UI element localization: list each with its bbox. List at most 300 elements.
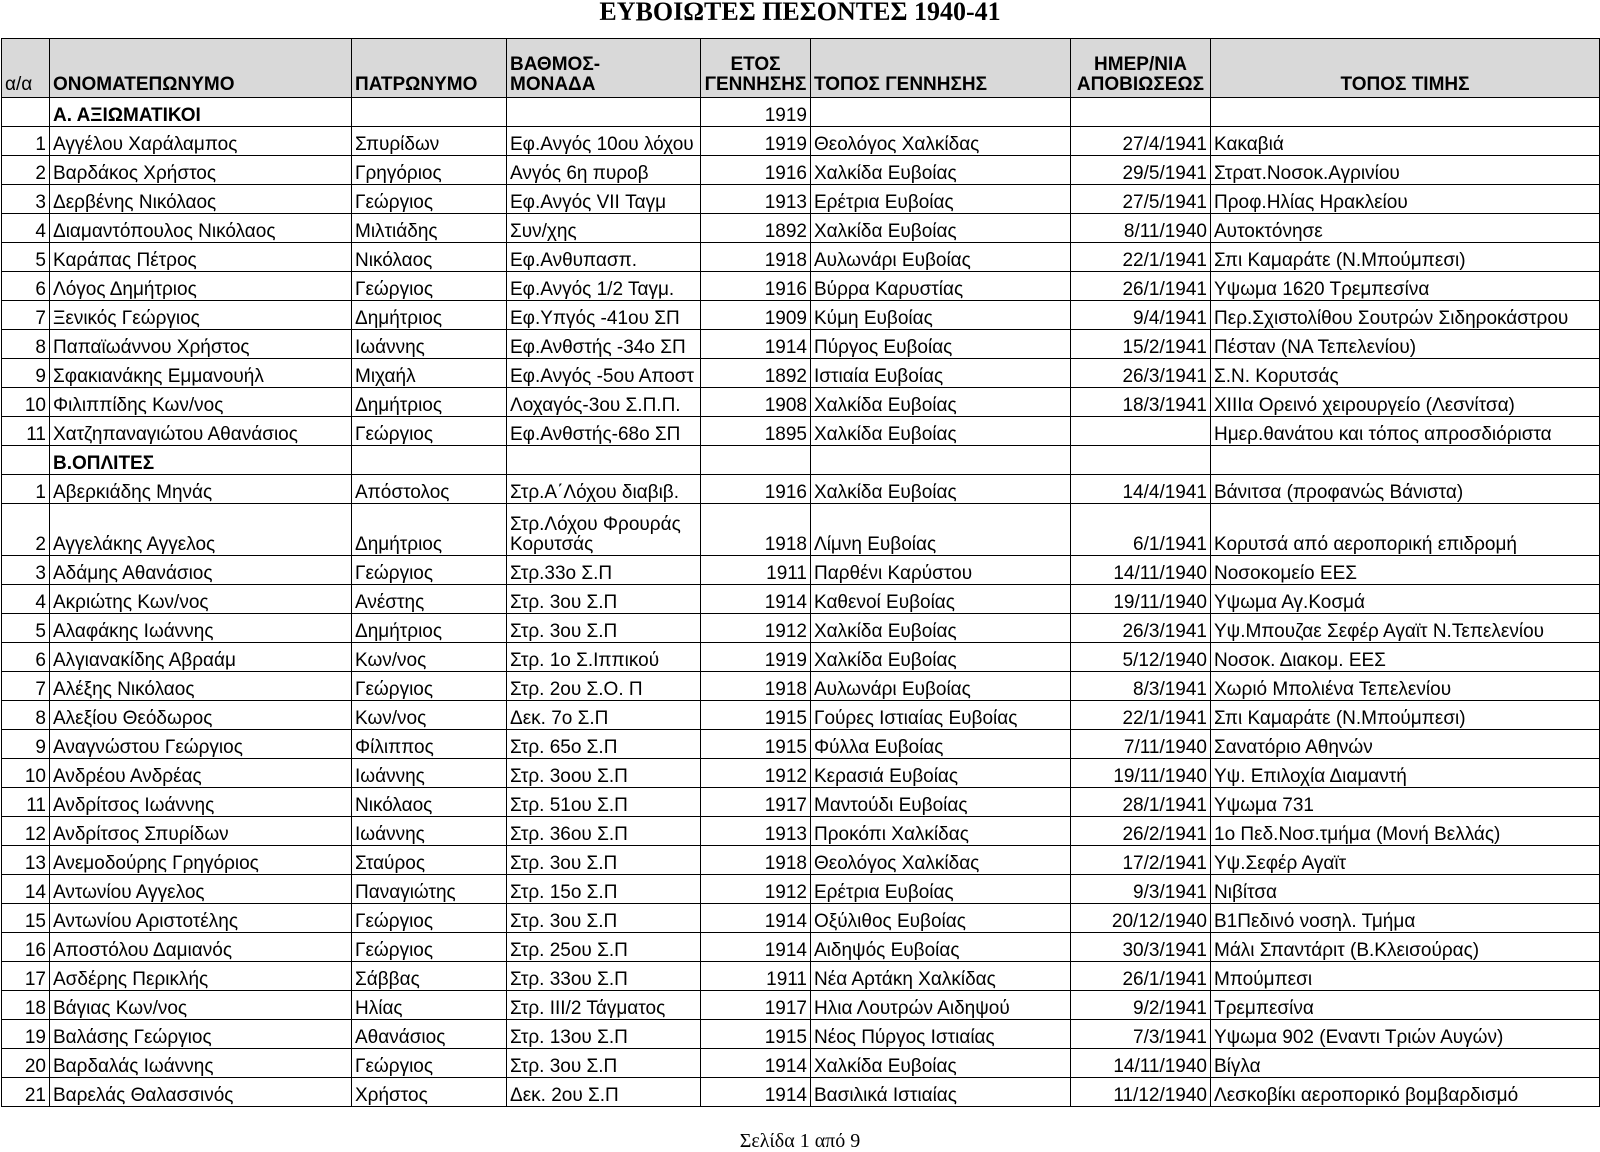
rank-unit-cell: Στρ. 3ου Σ.Π xyxy=(507,846,701,875)
table-row xyxy=(2,730,1600,759)
birthplace-cell: Ιστιαία Ευβοίας xyxy=(811,359,1071,388)
row-number: 10 xyxy=(2,388,50,417)
birthplace-cell: Χαλκίδα Ευβοίας xyxy=(811,156,1071,185)
section-header-soldiers xyxy=(2,446,1600,475)
full-name-cell: Αδάμης Αθανάσιος xyxy=(50,556,352,585)
section-label-soldiers: Β.ΟΠΛΙΤΕΣ xyxy=(50,446,352,475)
death-date-cell: 8/11/1940 xyxy=(1071,214,1211,243)
document-title: ΕΥΒΟΙΩΤΕΣ ΠΕΣΟΝΤΕΣ 1940-41 xyxy=(599,0,1001,26)
death-date-cell: 14/11/1940 xyxy=(1071,556,1211,585)
full-name-cell: Χατζηπαναγιώτου Αθανάσιος xyxy=(50,417,352,446)
section-spacer xyxy=(1211,446,1600,475)
table-row xyxy=(2,875,1600,904)
honor-place-cell: Πέσταν (ΝΑ Τεπελενίου) xyxy=(1211,330,1600,359)
header-row xyxy=(2,39,1600,98)
table-row xyxy=(2,156,1600,185)
row-number: 11 xyxy=(2,788,50,817)
honor-place-cell: Κορυτσά από αεροπορική επιδρομή xyxy=(1211,504,1600,556)
birthplace-cell: Φύλλα Ευβοίας xyxy=(811,730,1071,759)
honor-place-cell: Σ.Ν. Κορυτσάς xyxy=(1211,359,1600,388)
row-number: 2 xyxy=(2,156,50,185)
row-number: 1 xyxy=(2,475,50,504)
row-number: 6 xyxy=(2,272,50,301)
row-number: 11 xyxy=(2,417,50,446)
birth-year-cell: 1918 xyxy=(701,846,811,875)
row-number: 20 xyxy=(2,1049,50,1078)
row-number: 5 xyxy=(2,614,50,643)
patronymic-cell: Φίλιππος xyxy=(352,730,507,759)
birthplace-cell: Χαλκίδα Ευβοίας xyxy=(811,417,1071,446)
birthplace-cell: Θεολόγος Χαλκίδας xyxy=(811,127,1071,156)
death-date-cell: 5/12/1940 xyxy=(1071,643,1211,672)
patronymic-cell: Ιωάννης xyxy=(352,330,507,359)
rank-unit-cell: Στρ.Λόχου Φρουράς Κορυτσάς xyxy=(507,504,701,556)
rank-unit-cell: Εφ.Ανγός 1/2 Ταγμ. xyxy=(507,272,701,301)
honor-place-cell: Ημερ.θανάτου και τόπος απροσδιόριστα xyxy=(1211,417,1600,446)
section-spacer xyxy=(507,98,701,127)
death-date-cell: 7/11/1940 xyxy=(1071,730,1211,759)
patronymic-cell: Γεώργιος xyxy=(352,185,507,214)
death-date-cell: 30/3/1941 xyxy=(1071,933,1211,962)
table-row xyxy=(2,301,1600,330)
row-number: 18 xyxy=(2,991,50,1020)
table-row xyxy=(2,788,1600,817)
patronymic-cell: Σάββας xyxy=(352,962,507,991)
birth-year-cell: 1916 xyxy=(701,475,811,504)
row-number: 3 xyxy=(2,556,50,585)
rank-unit-cell: Συν/χης xyxy=(507,214,701,243)
patronymic-cell: Δημήτριος xyxy=(352,504,507,556)
soldiers-section xyxy=(2,446,1600,1107)
full-name-cell: Αναγνώστου Γεώργιος xyxy=(50,730,352,759)
birthplace-cell: Ηλια Λουτρών Αιδηψού xyxy=(811,991,1071,1020)
table-row xyxy=(2,504,1600,556)
honor-place-cell: Προφ.Ηλίας Ηρακλείου xyxy=(1211,185,1600,214)
birth-year-cell: 1914 xyxy=(701,1078,811,1107)
birth-year-cell: 1895 xyxy=(701,417,811,446)
header-date-line1: ΗΜΕΡ/ΝΙΑ xyxy=(1094,54,1187,75)
patronymic-cell: Γεώργιος xyxy=(352,933,507,962)
row-number: 8 xyxy=(2,330,50,359)
section-spacer xyxy=(507,446,701,475)
birthplace-cell: Ερέτρια Ευβοίας xyxy=(811,875,1071,904)
table-row xyxy=(2,359,1600,388)
honor-place-cell: Κακαβιά xyxy=(1211,127,1600,156)
full-name-cell: Αγγέλου Χαράλαμπος xyxy=(50,127,352,156)
death-date-cell: 27/5/1941 xyxy=(1071,185,1211,214)
row-number: 17 xyxy=(2,962,50,991)
table-row xyxy=(2,672,1600,701)
birthplace-cell: Νέος Πύργος Ιστιαίας xyxy=(811,1020,1071,1049)
birth-year-cell: 1912 xyxy=(701,614,811,643)
birthplace-cell: Βασιλικά Ιστιαίας xyxy=(811,1078,1071,1107)
header-father: ΠΑΤΡΩΝΥΜΟ xyxy=(352,39,507,98)
table-row xyxy=(2,614,1600,643)
birthplace-cell: Καθενοί Ευβοίας xyxy=(811,585,1071,614)
rank-unit-cell: Εφ.Ανθυπασπ. xyxy=(507,243,701,272)
death-date-cell: 14/11/1940 xyxy=(1071,1049,1211,1078)
fallen-register-table xyxy=(1,38,1600,1107)
section-spacer xyxy=(1071,446,1211,475)
honor-place-cell: Περ.Σχιστολίθου Σουτρών Σιδηροκάστρου xyxy=(1211,301,1600,330)
rank-unit-cell: Στρ. 3οου Σ.Π xyxy=(507,759,701,788)
row-number: 7 xyxy=(2,672,50,701)
table-row xyxy=(2,330,1600,359)
honor-place-cell: ΧΙΙΙα Ορεινό χειρουργείο (Λεσνίτσα) xyxy=(1211,388,1600,417)
table-row xyxy=(2,817,1600,846)
patronymic-cell: Μιλτιάδης xyxy=(352,214,507,243)
patronymic-cell: Απόστολος xyxy=(352,475,507,504)
birthplace-cell: Χαλκίδα Ευβοίας xyxy=(811,1049,1071,1078)
honor-place-cell: Σπι Καμαράτε (Ν.Μπούμπεσι) xyxy=(1211,701,1600,730)
table-row xyxy=(2,904,1600,933)
rank-unit-cell: Στρ. 3ου Σ.Π xyxy=(507,904,701,933)
patronymic-cell: Γεώργιος xyxy=(352,672,507,701)
rank-unit-cell: Στρ.Α΄Λόχου διαβιβ. xyxy=(507,475,701,504)
honor-place-cell: Βάνιτσα (προφανώς Βάνιστα) xyxy=(1211,475,1600,504)
officers-section xyxy=(2,98,1600,446)
death-date-cell: 26/1/1941 xyxy=(1071,272,1211,301)
row-number: 4 xyxy=(2,214,50,243)
birth-year-cell: 1917 xyxy=(701,991,811,1020)
header-num: α/α xyxy=(2,39,50,98)
birth-year-cell: 1918 xyxy=(701,243,811,272)
row-number: 7 xyxy=(2,301,50,330)
death-date-cell: 26/3/1941 xyxy=(1071,614,1211,643)
table-row xyxy=(2,556,1600,585)
full-name-cell: Ανδρέου Ανδρέας xyxy=(50,759,352,788)
full-name-cell: Αγγελάκης Αγγελος xyxy=(50,504,352,556)
table-row xyxy=(2,388,1600,417)
table-row xyxy=(2,1078,1600,1107)
row-number: 12 xyxy=(2,817,50,846)
patronymic-cell: Ηλίας xyxy=(352,991,507,1020)
table-row xyxy=(2,846,1600,875)
row-number: 21 xyxy=(2,1078,50,1107)
section-spacer xyxy=(2,98,50,127)
birth-year-cell: 1892 xyxy=(701,214,811,243)
patronymic-cell: Ιωάννης xyxy=(352,817,507,846)
patronymic-cell: Γεώργιος xyxy=(352,904,507,933)
honor-place-cell: Σανατόριο Αθηνών xyxy=(1211,730,1600,759)
header-birth-year xyxy=(701,39,811,98)
honor-place-cell: Μπούμπεσι xyxy=(1211,962,1600,991)
birthplace-cell: Αυλωνάρι Ευβοίας xyxy=(811,243,1071,272)
death-date-cell: 8/3/1941 xyxy=(1071,672,1211,701)
birth-year-cell: 1911 xyxy=(701,556,811,585)
table-row xyxy=(2,643,1600,672)
rank-unit-cell: Εφ.Υπγός -41ου ΣΠ xyxy=(507,301,701,330)
patronymic-cell: Αθανάσιος xyxy=(352,1020,507,1049)
full-name-cell: Ακριώτης Κων/νος xyxy=(50,585,352,614)
patronymic-cell: Ιωάννης xyxy=(352,759,507,788)
birth-year-cell: 1913 xyxy=(701,817,811,846)
birth-year-cell: 1916 xyxy=(701,272,811,301)
birth-year-cell: 1919 xyxy=(701,127,811,156)
full-name-cell: Διαμαντόπουλος Νικόλαος xyxy=(50,214,352,243)
death-date-cell: 26/3/1941 xyxy=(1071,359,1211,388)
patronymic-cell: Γεώργιος xyxy=(352,556,507,585)
patronymic-cell: Γεώργιος xyxy=(352,272,507,301)
honor-place-cell: Στρατ.Νοσοκ.Αγρινίου xyxy=(1211,156,1600,185)
birthplace-cell: Λίμνη Ευβοίας xyxy=(811,504,1071,556)
death-date-cell: 11/12/1940 xyxy=(1071,1078,1211,1107)
honor-place-cell: Υψωμα 902 (Εναντι Τριών Αυγών) xyxy=(1211,1020,1600,1049)
full-name-cell: Ανεμοδούρης Γρηγόριος xyxy=(50,846,352,875)
death-date-cell: 22/1/1941 xyxy=(1071,701,1211,730)
death-date-cell: 19/11/1940 xyxy=(1071,585,1211,614)
table-row xyxy=(2,585,1600,614)
header-death-date xyxy=(1071,39,1211,98)
birthplace-cell: Αιδηψός Ευβοίας xyxy=(811,933,1071,962)
rank-unit-cell: Στρ. 3ου Σ.Π xyxy=(507,585,701,614)
patronymic-cell: Χρήστος xyxy=(352,1078,507,1107)
birth-year-cell: 1914 xyxy=(701,330,811,359)
row-number: 19 xyxy=(2,1020,50,1049)
death-date-cell: 15/2/1941 xyxy=(1071,330,1211,359)
birthplace-cell: Χαλκίδα Ευβοίας xyxy=(811,475,1071,504)
birthplace-cell: Μαντούδι Ευβοίας xyxy=(811,788,1071,817)
birth-year-cell: 1909 xyxy=(701,301,811,330)
patronymic-cell: Ανέστης xyxy=(352,585,507,614)
full-name-cell: Φιλιππίδης Κων/νος xyxy=(50,388,352,417)
birthplace-cell: Γούρες Ιστιαίας Ευβοίας xyxy=(811,701,1071,730)
birth-year-cell: 1915 xyxy=(701,730,811,759)
death-date-cell: 28/1/1941 xyxy=(1071,788,1211,817)
rank-unit-cell: Στρ. 13ου Σ.Π xyxy=(507,1020,701,1049)
patronymic-cell: Γεώργιος xyxy=(352,417,507,446)
patronymic-cell: Κων/νος xyxy=(352,701,507,730)
honor-place-cell: Αυτοκτόνησε xyxy=(1211,214,1600,243)
birth-year-cell: 1914 xyxy=(701,933,811,962)
honor-place-cell: Σπι Καμαράτε (Ν.Μπούμπεσι) xyxy=(1211,243,1600,272)
row-number: 15 xyxy=(2,904,50,933)
birthplace-cell: Αυλωνάρι Ευβοίας xyxy=(811,672,1071,701)
row-number: 3 xyxy=(2,185,50,214)
birthplace-cell: Χαλκίδα Ευβοίας xyxy=(811,214,1071,243)
death-date-cell: 29/5/1941 xyxy=(1071,156,1211,185)
full-name-cell: Ξενικός Γεώργιος xyxy=(50,301,352,330)
birth-year-cell: 1915 xyxy=(701,701,811,730)
table-row xyxy=(2,962,1600,991)
death-date-cell: 14/4/1941 xyxy=(1071,475,1211,504)
table-row xyxy=(2,1049,1600,1078)
birth-year-cell: 1913 xyxy=(701,185,811,214)
row-number: 5 xyxy=(2,243,50,272)
patronymic-cell: Γεώργιος xyxy=(352,1049,507,1078)
birthplace-cell: Χαλκίδα Ευβοίας xyxy=(811,388,1071,417)
patronymic-cell: Δημήτριος xyxy=(352,388,507,417)
page-footer: Σελίδα 1 από 9 xyxy=(739,1130,861,1152)
full-name-cell: Ανδρίτσος Ιωάννης xyxy=(50,788,352,817)
death-date-cell: 26/1/1941 xyxy=(1071,962,1211,991)
header-honor-place: ΤΟΠΟΣ ΤΙΜΗΣ xyxy=(1211,39,1600,98)
rank-unit-cell: Δεκ. 7ο Σ.Π xyxy=(507,701,701,730)
section-spacer xyxy=(701,446,811,475)
patronymic-cell: Σπυρίδων xyxy=(352,127,507,156)
row-number: 14 xyxy=(2,875,50,904)
table-row xyxy=(2,475,1600,504)
full-name-cell: Παπαϊωάννου Χρήστος xyxy=(50,330,352,359)
full-name-cell: Αλέξης Νικόλαος xyxy=(50,672,352,701)
birthplace-cell: Παρθένι Καρύστου xyxy=(811,556,1071,585)
honor-place-cell: Υψ.Σεφέρ Αγαϊτ xyxy=(1211,846,1600,875)
header-year-line1: ΕΤΟΣ xyxy=(730,54,781,75)
death-date-cell: 26/2/1941 xyxy=(1071,817,1211,846)
death-date-cell: 17/2/1941 xyxy=(1071,846,1211,875)
birthplace-cell: Θεολόγος Χαλκίδας xyxy=(811,846,1071,875)
birthplace-cell: Προκόπι Χαλκίδας xyxy=(811,817,1071,846)
rank-unit-cell: Στρ. 33ου Σ.Π xyxy=(507,962,701,991)
honor-place-cell: Τρεμπεσίνα xyxy=(1211,991,1600,1020)
row-number: 2 xyxy=(2,504,50,556)
honor-place-cell: 1ο Πεδ.Νοσ.τμήμα (Μονή Βελλάς) xyxy=(1211,817,1600,846)
rank-unit-cell: Εφ.Ανθστής-68ο ΣΠ xyxy=(507,417,701,446)
honor-place-cell: Β1Πεδινό νοσηλ. Τμήμα xyxy=(1211,904,1600,933)
birth-year-cell: 1918 xyxy=(701,672,811,701)
section-spacer xyxy=(811,98,1071,127)
row-number: 13 xyxy=(2,846,50,875)
birth-year-cell: 1911 xyxy=(701,962,811,991)
birth-year-cell: 1912 xyxy=(701,875,811,904)
rank-unit-cell: Εφ.Ανγός -5ου Αποστ xyxy=(507,359,701,388)
death-date-cell: 19/11/1940 xyxy=(1071,759,1211,788)
header-date-line2: ΑΠΟΒΙΩΣΕΩΣ xyxy=(1076,74,1205,95)
honor-place-cell: Νοσοκομείο ΕΕΣ xyxy=(1211,556,1600,585)
section-spacer xyxy=(1211,98,1600,127)
header-rank xyxy=(507,39,701,98)
table-row xyxy=(2,991,1600,1020)
section-label-officers: Α. ΑΞΙΩΜΑΤΙΚΟΙ xyxy=(50,98,352,127)
row-number: 8 xyxy=(2,701,50,730)
section-header-officers xyxy=(2,98,1600,127)
rank-unit-cell: Στρ. 1ο Σ.Ιππικού xyxy=(507,643,701,672)
section-spacer xyxy=(2,446,50,475)
full-name-cell: Αλαφάκης Ιωάννης xyxy=(50,614,352,643)
honor-place-cell: Βίγλα xyxy=(1211,1049,1600,1078)
rank-unit-cell: Στρ.33ο Σ.Π xyxy=(507,556,701,585)
patronymic-cell: Νικόλαος xyxy=(352,243,507,272)
death-date-cell: 27/4/1941 xyxy=(1071,127,1211,156)
full-name-cell: Καράπας Πέτρος xyxy=(50,243,352,272)
honor-place-cell: Νιβίτσα xyxy=(1211,875,1600,904)
row-number: 1 xyxy=(2,127,50,156)
death-date-cell: 20/12/1940 xyxy=(1071,904,1211,933)
row-number: 6 xyxy=(2,643,50,672)
birth-year-cell: 1892 xyxy=(701,359,811,388)
birth-year-cell: 1915 xyxy=(701,1020,811,1049)
honor-place-cell: Χωριό Μπολιένα Τεπελενίου xyxy=(1211,672,1600,701)
rank-unit-cell: Εφ.Ανγός 10ου λόχου xyxy=(507,127,701,156)
patronymic-cell: Δημήτριος xyxy=(352,301,507,330)
full-name-cell: Βαλάσης Γεώργιος xyxy=(50,1020,352,1049)
birth-year-cell: 1918 xyxy=(701,504,811,556)
birthplace-cell: Κερασιά Ευβοίας xyxy=(811,759,1071,788)
birthplace-cell: Χαλκίδα Ευβοίας xyxy=(811,643,1071,672)
table-row xyxy=(2,759,1600,788)
row-number: 4 xyxy=(2,585,50,614)
rank-unit-cell: Στρ. 65ο Σ.Π xyxy=(507,730,701,759)
honor-place-cell: Μάλι Σπαντάριτ (Β.Κλεισούρας) xyxy=(1211,933,1600,962)
table-row xyxy=(2,417,1600,446)
full-name-cell: Αντωνίου Αγγελος xyxy=(50,875,352,904)
patronymic-cell: Δημήτριος xyxy=(352,614,507,643)
patronymic-cell: Μιχαήλ xyxy=(352,359,507,388)
rank-unit-cell: Στρ. 15ο Σ.Π xyxy=(507,875,701,904)
birth-year-cell: 1912 xyxy=(701,759,811,788)
row-number: 9 xyxy=(2,730,50,759)
honor-place-cell: Υψωμα 1620 Τρεμπεσίνα xyxy=(1211,272,1600,301)
header-year-line2: ΓΕΝΝΗΣΗΣ xyxy=(704,74,807,95)
table-row xyxy=(2,701,1600,730)
rank-unit-cell: Εφ.Ανγός VII Ταγμ xyxy=(507,185,701,214)
birth-year-cell: 1916 xyxy=(701,156,811,185)
birthplace-cell: Βύρρα Καρυστίας xyxy=(811,272,1071,301)
birth-year-cell: 1914 xyxy=(701,585,811,614)
full-name-cell: Βαρδάκος Χρήστος xyxy=(50,156,352,185)
full-name-cell: Δερβένης Νικόλαος xyxy=(50,185,352,214)
full-name-cell: Σφακιανάκης Εμμανουήλ xyxy=(50,359,352,388)
birth-year-cell: 1914 xyxy=(701,1049,811,1078)
birth-year-cell: 1908 xyxy=(701,388,811,417)
death-date-cell: 9/3/1941 xyxy=(1071,875,1211,904)
rank-unit-cell: Στρ. 51ου Σ.Π xyxy=(507,788,701,817)
rank-unit-cell: Στρ. 3ου Σ.Π xyxy=(507,614,701,643)
honor-place-cell: Υψωμα 731 xyxy=(1211,788,1600,817)
row-number: 10 xyxy=(2,759,50,788)
patronymic-cell: Νικόλαος xyxy=(352,788,507,817)
table-row xyxy=(2,1020,1600,1049)
death-date-cell xyxy=(1071,417,1211,446)
death-date-cell: 9/2/1941 xyxy=(1071,991,1211,1020)
honor-place-cell: Νοσοκ. Διακομ. ΕΕΣ xyxy=(1211,643,1600,672)
full-name-cell: Λόγος Δημήτριος xyxy=(50,272,352,301)
header-rank-line2: ΜΟΝΑΔΑ xyxy=(510,74,596,95)
honor-place-cell: Υψ.Μπουζαε Σεφέρ Αγαϊτ Ν.Τεπελενίου xyxy=(1211,614,1600,643)
birthplace-cell: Ερέτρια Ευβοίας xyxy=(811,185,1071,214)
table-row xyxy=(2,127,1600,156)
full-name-cell: Βάγιας Κων/νος xyxy=(50,991,352,1020)
table-row xyxy=(2,214,1600,243)
section-spacer xyxy=(811,446,1071,475)
rank-unit-cell: Δεκ. 2ου Σ.Π xyxy=(507,1078,701,1107)
birthplace-cell: Χαλκίδα Ευβοίας xyxy=(811,614,1071,643)
rank-unit-cell: Ανγός 6η πυροβ xyxy=(507,156,701,185)
rank-unit-cell: Στρ. ΙΙΙ/2 Τάγματος xyxy=(507,991,701,1020)
rank-unit-cell: Στρ. 2ου Σ.Ο. Π xyxy=(507,672,701,701)
rank-unit-cell: Στρ. 25ου Σ.Π xyxy=(507,933,701,962)
patronymic-cell: Παναγιώτης xyxy=(352,875,507,904)
death-date-cell: 22/1/1941 xyxy=(1071,243,1211,272)
full-name-cell: Αλεξίου Θεόδωρος xyxy=(50,701,352,730)
section-spacer xyxy=(352,98,507,127)
full-name-cell: Αλγιανακίδης Αβραάμ xyxy=(50,643,352,672)
honor-place-cell: Λεσκοβίκι αεροπορικό βομβαρδισμό xyxy=(1211,1078,1600,1107)
row-number: 16 xyxy=(2,933,50,962)
table-row xyxy=(2,243,1600,272)
header-name: ΟΝΟΜΑΤΕΠΩΝΥΜΟ xyxy=(50,39,352,98)
birthplace-cell: Πύργος Ευβοίας xyxy=(811,330,1071,359)
full-name-cell: Αβερκιάδης Μηνάς xyxy=(50,475,352,504)
table-row xyxy=(2,185,1600,214)
death-date-cell: 18/3/1941 xyxy=(1071,388,1211,417)
patronymic-cell: Γρηγόριος xyxy=(352,156,507,185)
birth-year-cell: 1919 xyxy=(701,643,811,672)
patronymic-cell: Σταύρος xyxy=(352,846,507,875)
full-name-cell: Ασδέρης Περικλής xyxy=(50,962,352,991)
header-birthplace: ΤΟΠΟΣ ΓΕΝΝΗΣΗΣ xyxy=(811,39,1071,98)
birthplace-cell: Νέα Αρτάκη Χαλκίδας xyxy=(811,962,1071,991)
